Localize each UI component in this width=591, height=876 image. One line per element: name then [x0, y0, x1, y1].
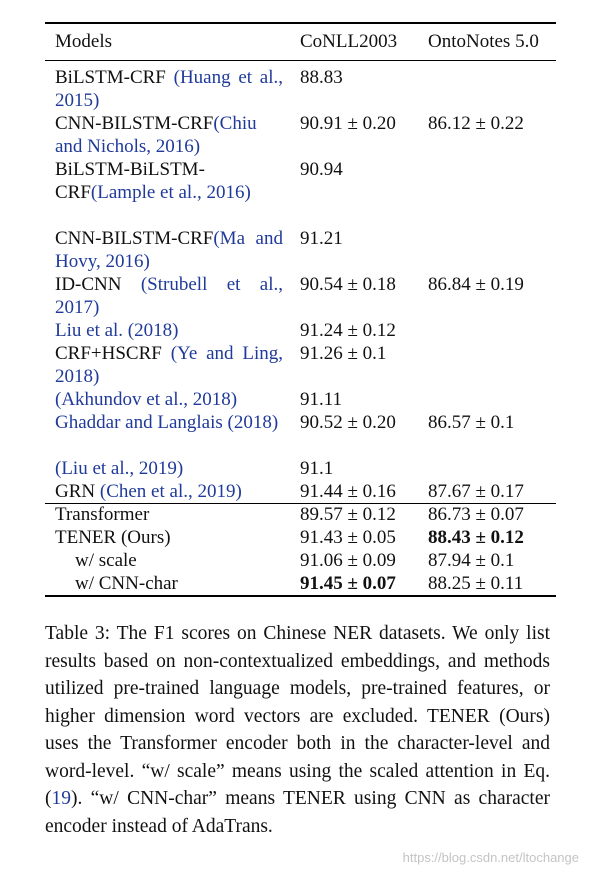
ontonotes-score: 87.67 ± 0.17	[428, 481, 524, 502]
citation-link[interactable]: (Lample et al., 2016)	[90, 182, 251, 203]
table-row-model: CRF+HSCRF (Ye and Ling, 2018)	[55, 343, 284, 387]
ontonotes-score: 87.94 ± 0.1	[428, 550, 515, 571]
table-row-model: w/ CNN-char	[75, 573, 178, 594]
citation-link[interactable]: (Liu et al., 2019)	[55, 458, 184, 479]
table-row-model: Transformer	[55, 504, 150, 525]
ontonotes-score-best: 88.43 ± 0.12	[428, 527, 524, 548]
header-ontonotes: OntoNotes 5.0	[428, 31, 539, 52]
table-row-model: ID-CNN (Strubell et al., 2017)	[55, 274, 283, 318]
citation-link[interactable]: (Chiu and Nichols, 2016)	[55, 113, 257, 157]
table-row-model: BiLSTM-BiLSTM-CRF(Lample et al., 2016)	[55, 159, 251, 203]
watermark: https://blog.csdn.net/ltochange	[402, 850, 579, 865]
conll-score: 91.43 ± 0.05	[300, 527, 396, 548]
table-row-model: w/ scale	[75, 550, 137, 571]
citation-link[interactable]: (Ye and Ling, 2018)	[55, 343, 284, 387]
citation-link[interactable]: Ghaddar and Langlais (2018)	[55, 412, 279, 433]
table-row-model	[55, 388, 283, 411]
conll-score: 91.24 ± 0.12	[300, 320, 396, 341]
table-row-model: TENER (Ours)	[55, 527, 171, 548]
conll-score: 91.1	[300, 458, 334, 479]
table-bottom-rule	[45, 595, 556, 597]
table-row-model: GRN (Chen et al., 2019)	[55, 481, 242, 502]
conll-score: 91.11	[300, 389, 343, 410]
table-row-model	[55, 457, 283, 480]
table-row-model: CNN-BILSTM-CRF(Chiu and Nichols, 2016)	[55, 113, 257, 157]
conll-score: 91.44 ± 0.16	[300, 481, 396, 502]
citation-link[interactable]: Liu et al. (2018)	[55, 320, 179, 341]
table-row-model: BiLSTM-CRF (Huang et al., 2015)	[55, 67, 284, 111]
table-row-model	[55, 319, 283, 342]
table-row-model	[55, 411, 283, 434]
table-row-model: CNN-BILSTM-CRF(Ma and Hovy, 2016)	[55, 228, 283, 272]
conll-score: 89.57 ± 0.12	[300, 504, 396, 525]
conll-score-best: 91.45 ± 0.07	[300, 573, 396, 594]
ontonotes-score: 86.73 ± 0.07	[428, 504, 524, 525]
conll-score: 90.54 ± 0.18	[300, 274, 396, 295]
ontonotes-score: 86.57 ± 0.1	[428, 412, 515, 433]
conll-score: 90.94	[300, 159, 343, 180]
citation-link[interactable]: (Chen et al., 2019)	[99, 481, 242, 502]
header-conll2003: CoNLL2003	[300, 31, 398, 52]
conll-score: 91.21	[300, 228, 343, 249]
ontonotes-score: 86.84 ± 0.19	[428, 274, 524, 295]
conll-score: 90.91 ± 0.20	[300, 113, 396, 134]
citation-link[interactable]: (Huang et al., 2015)	[55, 67, 284, 111]
ontonotes-score: 86.12 ± 0.22	[428, 113, 524, 134]
table-caption: Table 3: The F1 scores on Chinese NER datasets. We only list results based on non-contextualized embeddings, and methods utilized pre-trained language models, pre-trained features, or higher dimension word vectors are excluded. TENER (Ours) uses the Transformer encoder both in the character-level and word-level. “w/ scale” means using the scaled attention in Eq.(19). “w/ CNN-char” means TENER using CNN as character encoder instead of AdaTrans.	[45, 623, 550, 837]
conll-score: 88.83	[300, 67, 343, 88]
equation-ref-link[interactable]: 19	[51, 788, 71, 809]
ontonotes-score: 88.25 ± 0.11	[428, 573, 524, 594]
citation-link[interactable]: (Strubell et al., 2017)	[55, 274, 283, 318]
header-models: Models	[55, 31, 112, 52]
citation-link[interactable]: (Ma and Hovy, 2016)	[55, 228, 283, 272]
conll-score: 91.26 ± 0.1	[300, 343, 387, 364]
conll-score: 91.06 ± 0.09	[300, 550, 396, 571]
header-rule	[45, 60, 556, 61]
table-top-rule	[45, 22, 556, 24]
citation-link[interactable]: (Akhundov et al., 2018)	[55, 389, 238, 410]
conll-score: 90.52 ± 0.20	[300, 412, 396, 433]
